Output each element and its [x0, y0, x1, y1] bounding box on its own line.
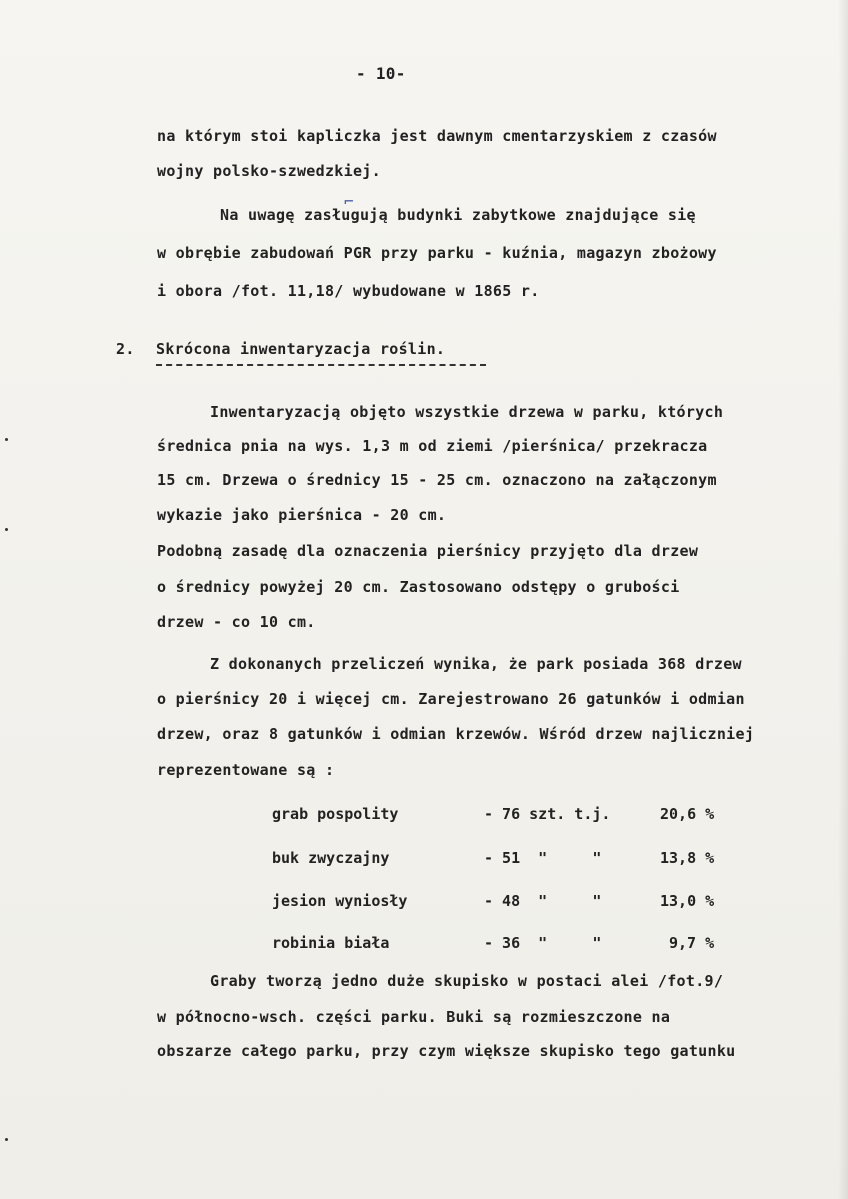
text-line: Inwentaryzacją objęto wszystkie drzewa w parku, których [210, 403, 724, 421]
species-count: - 48 " " [484, 892, 602, 910]
margin-dot [5, 1138, 8, 1141]
text-line: w obrębie zabudowań PGR przy parku - kuźnia, magazyn zbożowy [157, 244, 717, 262]
pen-correction-mark: ⌐ [344, 192, 354, 211]
species-percent: 13,0 % [660, 892, 715, 910]
text-line: drzew, oraz 8 gatunków i odmian krzewów. Wśród drzew najliczniej [157, 725, 755, 743]
text-line: wykazie jako pierśnica - 20 cm. [157, 506, 447, 524]
species-name: jesion wyniosły [272, 892, 408, 910]
text-line: Graby tworzą jedno duże skupisko w postaci alei /fot.9/ [210, 972, 724, 990]
species-count: - 51 " " [484, 849, 602, 867]
text-line: wojny polsko-szwedzkiej. [157, 162, 381, 180]
text-line: o pierśnicy 20 i więcej cm. Zarejestrowano 26 gatunków i odmian [157, 690, 745, 708]
section-title: Skrócona inwentaryzacja roślin. [156, 340, 446, 358]
species-percent: 20,6 % [660, 805, 715, 823]
text-line: obszarze całego parku, przy czym większe skupisko tego gatunku [157, 1042, 736, 1060]
text-line: i obora /fot. 11,18/ wybudowane w 1865 r. [157, 282, 540, 300]
section-number: 2. [116, 340, 135, 358]
page-edge-shadow [838, 0, 848, 1199]
text-line: średnica pnia na wys. 1,3 m od ziemi /pierśnica/ przekracza [157, 437, 708, 455]
species-count: - 76 szt. t.j. [484, 805, 611, 823]
section-title-underline [156, 364, 486, 366]
species-name: robinia biała [272, 934, 390, 952]
text-line: Z dokonanych przeliczeń wynika, że park posiada 368 drzew [210, 655, 742, 673]
text-line: 15 cm. Drzewa o średnicy 15 - 25 cm. oznaczono na załączonym [157, 471, 717, 489]
text-line: o średnicy powyżej 20 cm. Zastosowano odstępy o grubości [157, 578, 680, 596]
text-line: Na uwagę zasługują budynki zabytkowe znajdujące się [220, 206, 696, 224]
margin-dot [5, 528, 8, 531]
text-line: na którym stoi kapliczka jest dawnym cmentarzyskiem z czasów [157, 127, 717, 145]
text-line: drzew - co 10 cm. [157, 613, 316, 631]
species-percent: 9,7 % [669, 934, 715, 952]
text-line: reprezentowane są : [157, 761, 335, 779]
species-name: grab pospolity [272, 805, 399, 823]
species-count: - 36 " " [484, 934, 602, 952]
species-name: buk zwyczajny [272, 849, 390, 867]
species-percent: 13,8 % [660, 849, 715, 867]
margin-dot [5, 438, 8, 441]
text-line: w północno-wsch. części parku. Buki są rozmieszczone na [157, 1008, 671, 1026]
text-line: Podobną zasadę dla oznaczenia pierśnicy przyjęto dla drzew [157, 542, 699, 560]
page-number: - 10- [356, 64, 406, 83]
